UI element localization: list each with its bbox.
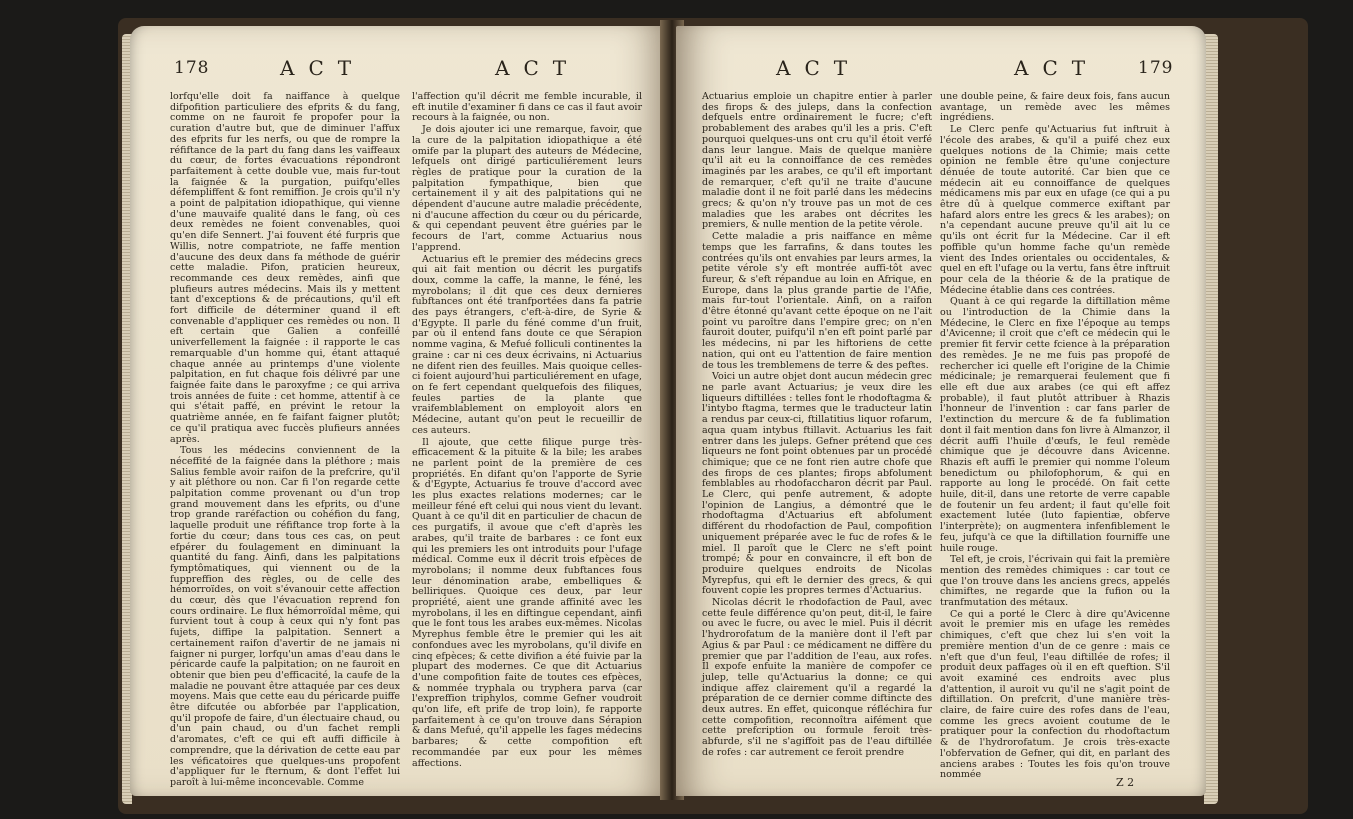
paragraph: Tel eft, je crois, l'écrivain qui fait la première mention des remèdes chimiques : car tout ce que l'on trouve dans les anciens grecs, appelés chimiftes, ne regarde que la fufion ou la tranfmutation des métaux. [940,554,1170,609]
paragraph: une double peine, & faire deux fois, fans aucun avantage, un remède avec les mêmes ingrédiens. [940,91,1170,124]
paragraph: Nicolas décrit le rhodofaction de Paul, avec cette feule différence qu'on peut, dit-il, le faire ou avec le fucre, ou avec le miel. Puis il décrit l'hydrorofatum de la manière dont il l'eft par Agius & par Paul : ce médicament ne diffère du premier que par l'addition de l'eau, aux rofes. Il expofe enfuite la manière de compofer ce julep, telle qu'Actuarius la donne; ce qui indique affez clairement qu'il a regardé la préparation de ce dernier comme diftincte des deux autres. En effet, quiconque réfléchira fur cette compofition, reconnoîtra aifément que cette prefcription ou formule feroit très-abfurde, s'il ne s'agiffoit pas de l'eau diftillée de rofes : car autrement ce feroit prendre [702,597,932,758]
paragraph: Actuarius emploie un chapitre entier à parler des firops & des juleps, dans la confection defquels entre ordinairement le fucre; c'eft probablement des arabes qu'il les a pris. C'eft pourquoi quelques-uns ont cru qu'il étoit verfé dans leur langue. Mais de quelque manière qu'il ait eu la connoiffance de ces remèdes imaginés par les arabes, ce qu'il eft important de remarquer, c'eft qu'il ne traite d'aucune maladie dont il ne foit parlé dans les médecins grecs; & qu'on n'y trouve pas un mot de ces maladies que les arabes ont décrites les premiers, & nulle mention de la petite vérole. [702,91,932,231]
text-column-1 [702,92,932,760]
right-page-header [676,50,1206,80]
left-page-header [130,50,668,80]
running-head: ACT [280,56,366,80]
paragraph: Il ajoute, que cette filique purge très-efficacement & la pituite & la bile; les arabes ne parlent point de la première de ces propriétés. En difant qu'on l'apporte de Syrie & d'Egypte, Actuarius fe trouve d'accord avec les plus exactes relations modernes; car le meilleur féné eft celui qui nous vient du levant. Quant à ce qu'il dit en particulier de chacun de ces purgatifs, il avoue que c'eft d'après les arabes, qu'il traite de barbares : ce font eux qui les premiers les ont introduits pour l'ufage médical. Comme eux il décrit trois efpèces de myrobolans; il nomme deux fubftances fous leur dénomination arabe, embelliques & belliriques. Quoique ces deux, par leur propriété, aient une grande affinité avec les myrobolans, il les en diftingue cependant, ainfi que le font tous les arabes eux-mêmes. Nicolas Myrephus femble être le premier qui les ait confondues avec les myrobolans, qu'il divife en cinq efpèces; & cette divifion a été fuivie par la plupart des modernes. Ce que dit Actuarius d'une compofition faite de toutes ces efpèces, & nommée tryphala ou tryphera parva (car l'expreffion triphylos, comme Gefner voudroit qu'on life, eft prife de trop loin), fe rapporte parfaitement à ce qu'on trouve dans Sérapion & dans Mefué, qu'il appelle les fages médecins barbares; & cette compofition eft recommandée par eux pour les mêmes affections. [412,436,642,769]
paragraph: Le Clerc penfe qu'Actuarius fut inftruit à l'école des arabes, & qu'il a puifé chez eux quelques notions de la Chimie; mais cette opinion ne femble être qu'une conjecture dénuée de toute autorité. Car bien que ce médecin ait eu connoiffance de quelques médicamens mis par eux en ufage (ce qui a pu être dû à quelque commerce exiftant par hafard alors entre les grecs & les arabes); on n'a cependant aucune preuve qu'il ait lu ce qu'ils ont écrit fur la Médecine. Car il eft poffible qu'un homme fache qu'un remède vient des Indes orientales ou occidentales, & quel en eft l'ufage ou la vertu, fans être inftruit pour cela de la théorie & de la pratique de Médecine établie dans ces contrées. [940,124,1170,296]
running-head: ACT [495,56,581,80]
text-column-2 [940,92,1170,782]
text-column-2 [412,92,642,770]
paragraph: Je dois ajouter ici une remarque, favoir, que la cure de la palpitation idiopathique a été omife par la plupart des auteurs de Médecine, lefquels ont dirigé particuliérement leurs règles de pratique pour la curation de la palpitation fympathique, bien que certainement il y ait des palpitations qui ne dépendent d'aucune autre maladie précédente, ni d'aucune affection du cœur ou du péricarde, & qui cependant peuvent être guéries par le fecours de l'art, comme Actuarius nous l'apprend. [412,124,642,253]
left-page [130,26,668,796]
right-page-edges [1204,34,1218,804]
running-head: ACT [776,56,862,80]
paragraph: l'affection qu'il décrit me femble incurable, il eft inutile d'examiner fi dans ce cas il faut avoir recours à la faignée, ou non. [412,91,642,124]
paragraph: Cette maladie a pris naiffance en même temps que les farrafins, & dans toutes les contrées qu'ils ont envahies par leurs armes, la petite vérole s'y eft montrée auffi-tôt avec fureur, & s'eft répandue au loin en Afrique, en Europe, dans la plus grande partie de l'Afie, mais fur-tout l'orientale. Ainfi, on a raifon d'être étonné qu'avant cette époque on ne l'ait point vu paroître dans l'empire grec; on n'en fauroit douter, puifqu'il n'en eft point parlé par les médecins, ni par les hiftoriens de cette nation, qui ont eu l'attention de faire mention de tous les tremblemens de terre & des peftes. [702,231,932,371]
paragraph: Voici un autre objet dont aucun médecin grec ne parle avant Actuarius; je veux dire les liqueurs diftillées : telles font le rhodoftagma & l'intybo ftagma, termes que le traducteur latin a rendus par ceux-ci, ftillatitius liquor rofarum, aqua quam intybus ftillavit. Actuarius les fait entrer dans les juleps. Gefner prétend que ces liqueurs ne font point obtenues par un procédé chimique; que ce ne font rien autre chofe que des firops de ces plantes; firops abfolument femblables au rhodofaccharon décrit par Paul. Le Clerc, qui penfe autrement, & adopte l'opinion de Langius, a démontré que le rhodoftagma d'Actuarius eft abfolument différent du rhodofaction de Paul, compofition uniquement préparée avec le fuc de rofes & le miel. Il paroît que le Clerc ne s'eft point trompé; & pour en convaincre, il eft bon de produire quelques endroits de Nicolas Myrepfus, qui eft le dernier des grecs, & qui fouvent copie les propres termes d'Actuarius. [702,371,932,597]
paragraph: Ce qui a porté le Clerc à dire qu'Avicenne avoit le premier mis en ufage les remèdes chimiques, c'eft que chez lui s'en voit la première mention d'un de ce genre : mais ce n'eft que d'un feul, l'eau diftillée de rofes; il produit deux paffages où il en eft queftion. S'il avoit examiné ces endroits avec plus d'attention, il auroit vu qu'il ne s'agit point de diftillation. On prefcrit, d'une manière très-claire, de faire cuire des rofes dans de l'eau, comme les grecs avoient coutume de le pratiquer pour la confection du rhodoftactum & de l'hydrorofatum. Je crois très-exacte l'obfervation de Gefner, qui dit, en parlant des anciens arabes : Toutes les fois qu'on trouve nommée [940,608,1170,781]
page-number: 179 [1138,58,1174,78]
paragraph: Tous les médecins conviennent de la néceffité de la faignée dans la pléthore ; mais Salius femble avoir raifon de la prefcrire, qu'il y ait pléthore ou non. Car fi l'on regarde cette palpitation comme provenant ou d'un trop grand mouvement dans les efprits, ou d'une trop grande raréfaction ou cohéfion du fang, laquelle produit une réfiftance trop forte à la fortie du cœur; dans tous ces cas, on peut efpérer du foulagement en diminuant la quantité du fang. Ainfi, dans les palpitations fymptômatiques, qui viennent ou de la fuppreffion des règles, ou de celle des hémorroïdes, on voit s'évanouir cette affection du cœur, dès que l'évacuation reprend fon cours ordinaire. Le flux hémorroïdal même, qui furvient tout à coup à ceux qui n'y font pas fujets, diffipe la palpitation. Sennert a certainement raifon d'avertir de ne jamais ni faigner ni purger, lorfqu'un amas d'eau dans le péricarde caufe la palpitation; on ne fauroit en obtenir que bien peu d'efficacité, la caufe de la maladie ne pouvant être attaquée par ces deux moyens. Mais que cette eau du péricarde puiffe être difcutée ou abforbée par l'application, qu'il propofe de faire, d'un électuaire chaud, ou d'un pain chaud, ou d'un fachet rempli d'aromates, c'eft ce qui eft auffi difficile à comprendre, que la dérivation de cette eau par les véficatoires que quelques-uns propofent d'appliquer fur le fternum, & dont l'effet lui paroît à lui-même inconcevable. Comme [170,445,400,788]
right-page [676,26,1206,796]
running-head: ACT [1014,56,1100,80]
signature-mark: Z 2 [1116,776,1135,789]
paragraph: lorfqu'elle doit fa naiffance à quelque difpofition particuliere des efprits & du fang, comme on ne fauroit fe propofer pour la curation d'autre but, que de diminuer l'affux des efprits fur les nerfs, ou que de rompre la réfiftance de la part du fang dans les vaiffeaux du cœur, de fortes évacuations répondront parfaitement à cette double vue, mais fur-tout la faignée & la purgation, puifqu'elles défempliffent & font remiffion. Je crois qu'il n'y a point de palpitation idiopathique, qui vienne d'une mauvaife qualité dans le fang, où ces deux remèdes ne foient convenables, quoi qu'en dife Sennert. J'ai fouvent été furpris que Willis, notre compatriote, ne faffe mention d'aucune des deux dans fa méthode de guérir cette maladie. Pifon, praticien heureux, recommande ces deux remèdes, ainfi que plufieurs autres médecins. Mais ils y mettent tant d'exceptions & de précautions, qu'il eft fort difficile de déterminer quand il eft convenable d'appliquer ces remèdes ou non. Il eft certain que Galien a confeillé univerfellement la faignée : il rapporte le cas remarquable d'un homme qui, étant attaqué chaque année au printemps d'une violente palpitation, en fut chaque fois délivré par une faignée faite dans le paroxyfme ; ce qui arriva trois années de fuite : cet homme, attentif à ce qui s'était paffé, en prévint le retour la quatrième année, en fe faifant faigner plutôt; ce qu'il pratiqua avec fuccès plufieurs années après. [170,91,400,445]
paragraph: Actuarius eft le premier des médecins grecs qui ait fait mention ou décrit les purgatifs doux, comme la caffe, la manne, le féné, les myrobolans; il dit que ces deux dernieres fubftances ont été tranfportées dans fa patrie des pays étrangers, c'eft-à-dire, de Syrie & d'Egypte. Il parle du féné comme d'un fruit, par où il entend fans doute ce que Sérapion nomme vagina, & Mefué folliculi continentes la graine : car ni ces deux écrivains, ni Actuarius ne difent rien des feuilles. Mais quoique celles-ci foient aujourd'hui particuliérement en ufage, on fe fert cependant quelquefois des filiques, feules parties de la plante que vraifemblablement on employoit alors en Médecine, autant qu'on peut le recueillir de ces auteurs. [412,253,642,436]
text-column-1 [170,92,400,790]
page-number: 178 [174,58,210,78]
paragraph: Quant à ce qui regarde la diftillation même ou l'introduction de la Chimie dans la Médecine, le Clerc en fixe l'époque au temps d'Avicenne; il croit que c'eft ce médecin qui le premier fit fervir cette fcience à la préparation des remèdes. Je ne me fuis pas propofé de rechercher ici quelle eft l'origine de la Chimie médicinale; je remarquerai feulement que fi elle eft due aux arabes (ce qui eft affez probable), il faut plutôt attribuer à Rhazis l'honneur de l'invention : car fans parler de l'extinction du mercure & de fa fublimation dont il fait mention dans fon livre à Almanzor, il décrit auffi l'huile d'œufs, le feul remède chimique que je découvre dans Avicenne. Rhazis eft auffi le premier qui nomme l'oleum benedictum ou philofophorum, & qui en rapporte au long le procédé. On fait cette huile, dit-il, dans une retorte de verre capable de foutenir un feu ardent; il faut qu'elle foit exactement lutée (luto fapientiæ, obferve l'interprète); on augmentera infenfiblement le feu, jufqu'à ce que la diftillation fourniffe une huile rouge. [940,296,1170,554]
